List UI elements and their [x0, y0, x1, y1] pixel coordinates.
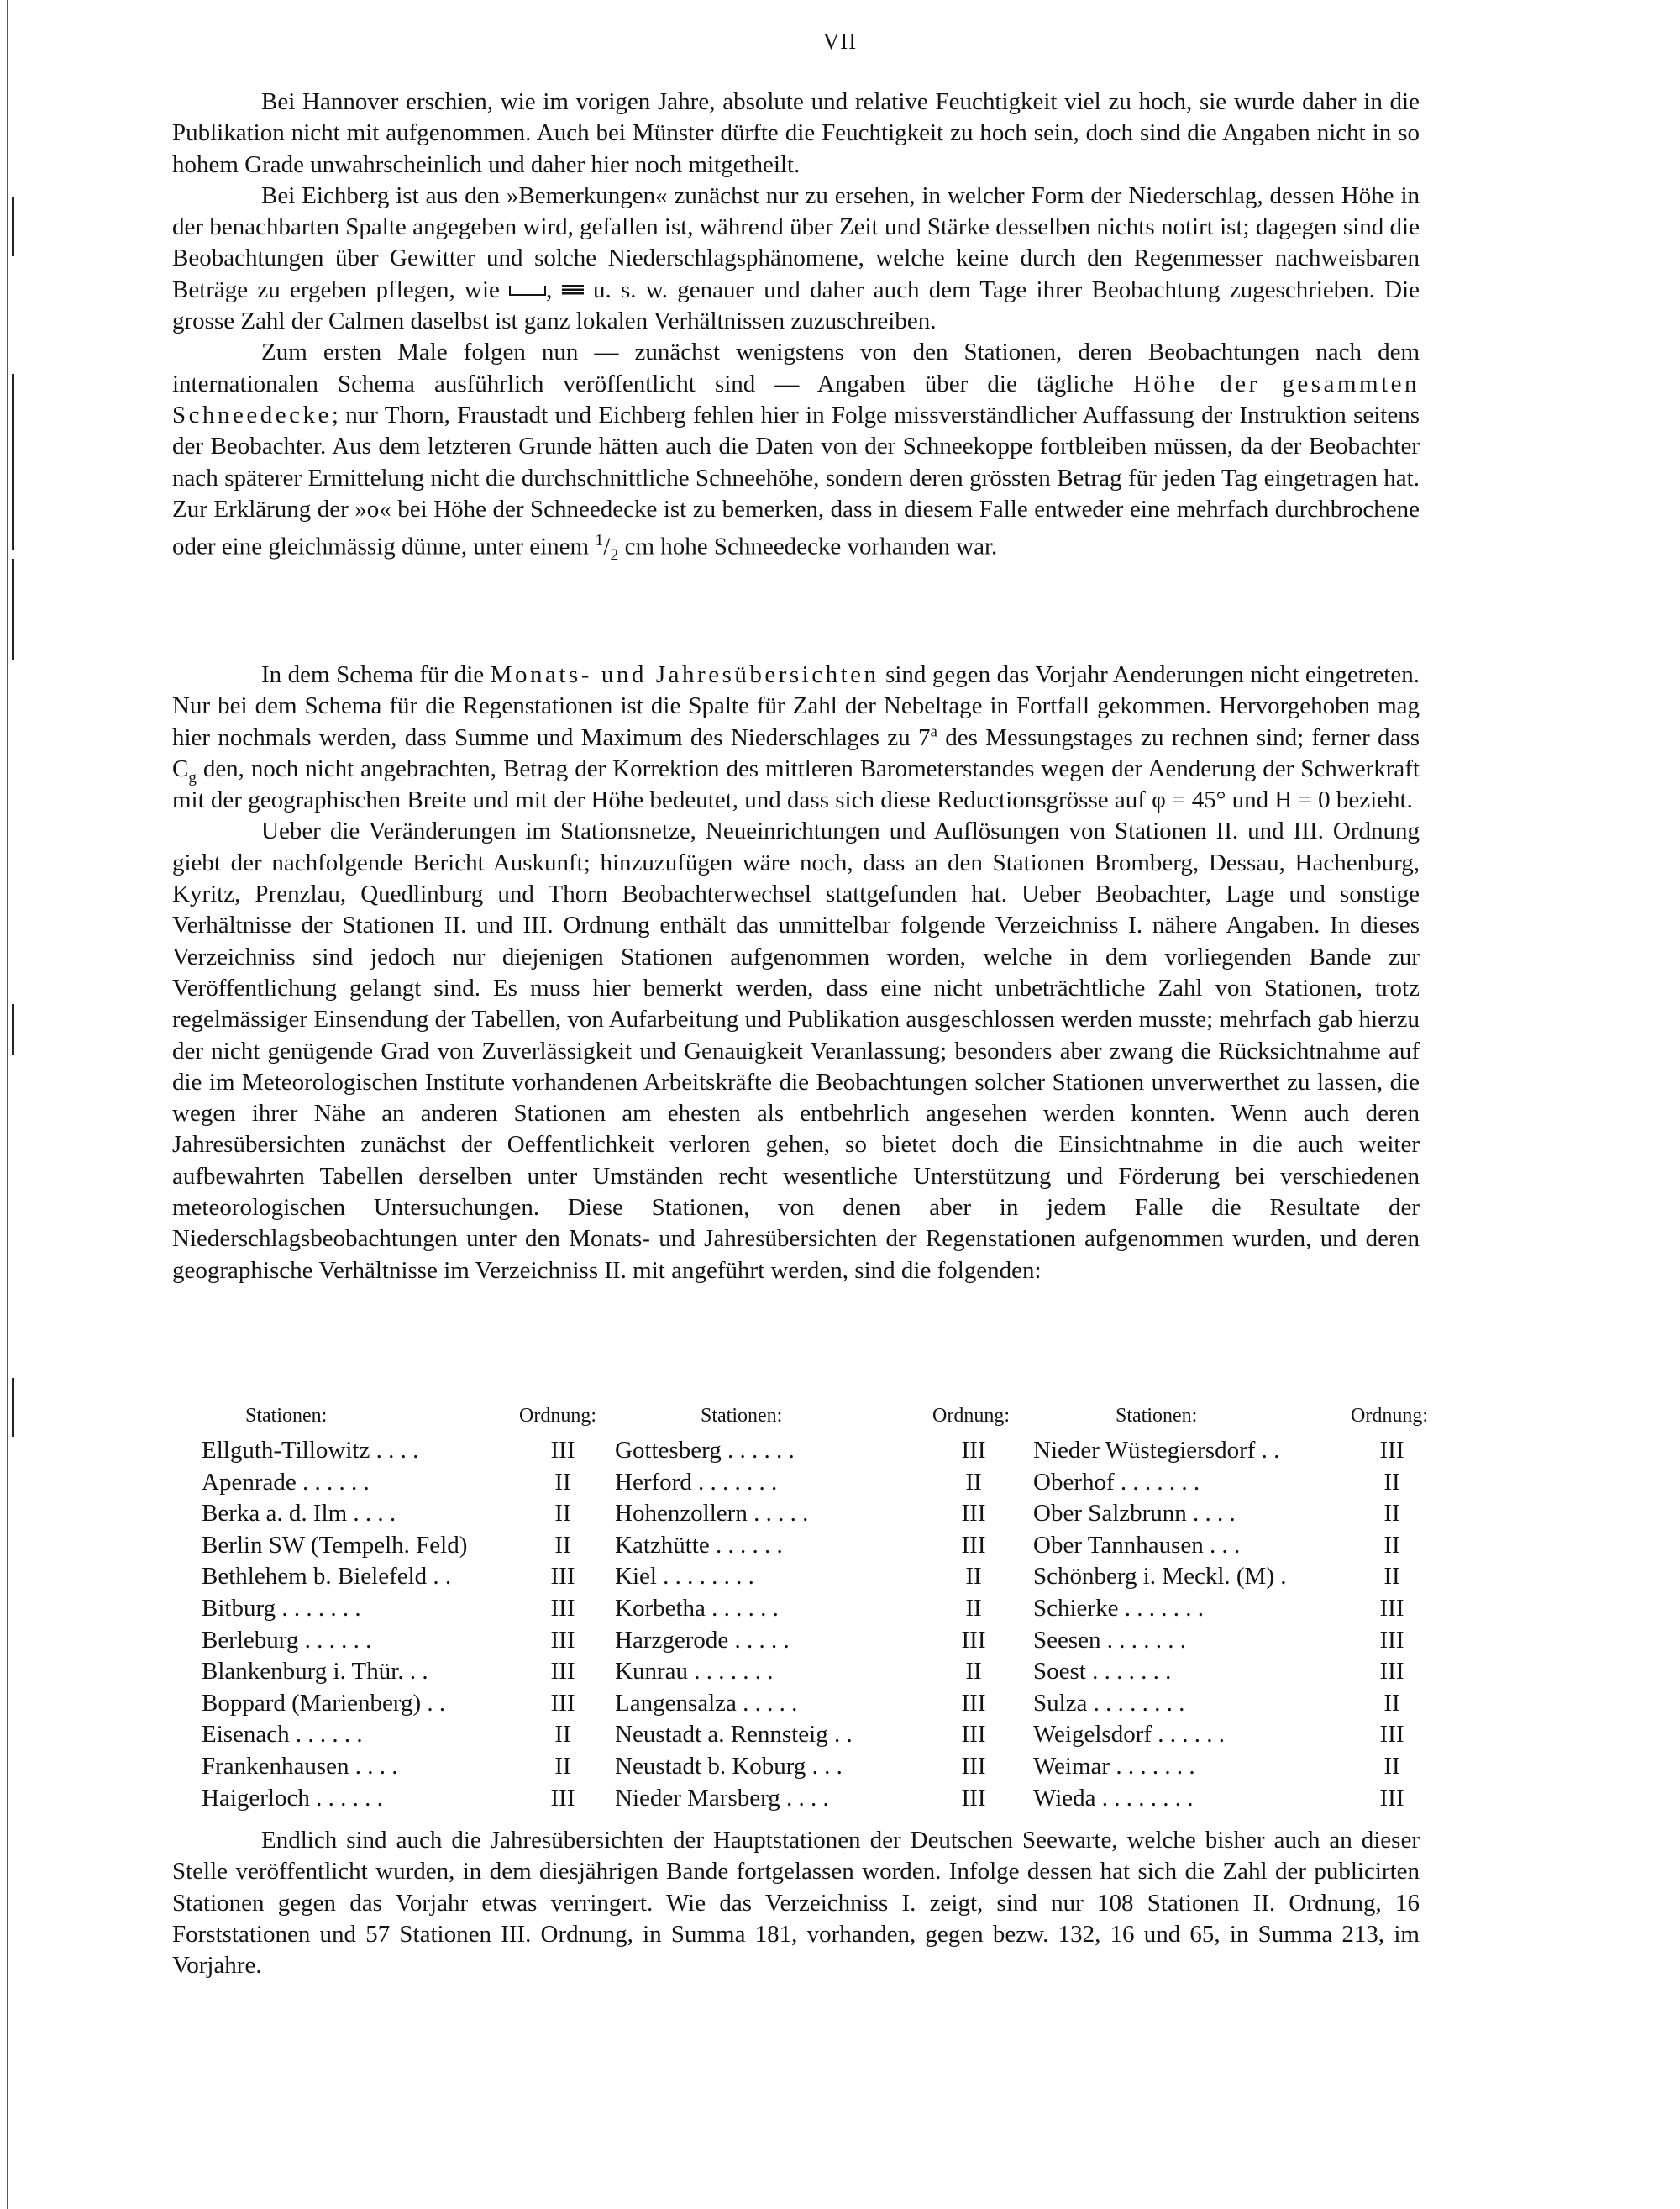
- station-name: Harzgerode . . . . .: [615, 1626, 790, 1654]
- station-name: Gottesberg . . . . . .: [615, 1437, 795, 1464]
- station-name: Oberhof . . . . . . .: [1033, 1468, 1200, 1496]
- table-row: [202, 1530, 596, 1562]
- station-order: III: [1379, 1626, 1404, 1654]
- paragraph-station-network: Ueber die Veränderungen im Stationsnetze, Neueinrichtungen und Auflösungen von Stationen II. und III. Ordnung giebt der nachfolgende Bericht Auskunft; hinzuzufügen wäre noch, dass an den Stationen Bromberg, Dessau, Hachenburg, Kyritz, Prenzlau, Quedlinburg und Thorn Beobachterwechsel stattgefunden hat. Ueber Beobachter, Lage und sonstige Verhältnisse der Stationen II. und III. Ordnung enthält das unmittelbar folgende Verzeichniss I. nähere Angaben. In dieses Verzeichniss sind jedoch nur diejenigen Stationen aufgenommen worden, welche in dem vorliegenden Bande zur Veröffentlichung gelangt sind. Es muss hier bemerkt werden, dass eine nicht unbeträchtliche Zahl von Stationen, trotz regelmässiger Einsendung der Tabellen, von Aufarbeitung und Publikation ausgeschlossen werden musste; mehrfach gab hierzu der nicht genügende Grad von Zuverlässigkeit und Genauigkeit Veranlassung; besonders aber zwang die Rücksichtnahme auf die im Meteorologischen Institute vorhandenen Arbeitskräfte die Beobachtungen solcher Stationen unverwerthet zu lassen, die wegen ihrer Nähe an anderen Stationen am ehesten als entbehrlich angesehen werden konnten. Wenn auch deren Jahresübersichten zunächst der Oeffentlichkeit verloren gehen, so bietet doch die Einsichtnahme in die auch weiter aufbewahrten Tabellen derselben unter Umständen recht wesentliche Unterstützung und Förderung bei verschiedenen meteorologischen Untersuchungen. Diese Stationen, von denen aber in jedem Falle die Resultate der Niederschlagsbeobachtungen unter den Monats- und Jahresübersichten der Regenstationen aufgenommen wurden, und deren geographische Verhältnisse im Verzeichniss II. mit angeführt werden, sind die folgenden:: [172, 818, 1420, 1284]
- paragraph-seewarte: Endlich sind auch die Jahresübersichten der Hauptstationen der Deutschen Seewarte, welche bisher auch an dieser Stelle veröffentlicht wurden, in dem diesjährigen Bande fortgelassen worden. Infolge dessen hat sich die Zahl der publicirten Stationen gegen das Vorjahr etwas verringert. Wie das Verzeichniss I. zeigt, sind nur 108 Stationen II. Ordnung, 16 Forststationen und 57 Stationen III. Ordnung, in Summa 181, vorhanden, gegen bezw. 132, 16 und 65, in Summa 213, im Vorjahre.: [172, 1827, 1420, 1980]
- station-order: III: [550, 1626, 575, 1654]
- station-name: Seesen . . . . . . .: [1033, 1626, 1187, 1654]
- paragraph-hannover: Bei Hannover erschien, wie im vorigen Jahre, absolute und relative Feuchtigkeit viel zu hoch, sie wurde daher in die Publikation nicht mit aufgenommen. Auch bei Münster dürfte die Feuchtigkeit zu hoch sein, doch sind die Angaben nicht in so hohem Grade unwahrscheinlich und daher hier noch mitgetheilt.: [172, 88, 1420, 178]
- fraction-denominator: 2: [610, 545, 619, 565]
- station-name: Wieda . . . . . . . .: [1033, 1784, 1194, 1812]
- table-row: [202, 1656, 596, 1688]
- stations-table: [195, 1405, 1428, 1817]
- header-order: Ordnung:: [1351, 1405, 1428, 1427]
- station-name: Frankenhausen . . . .: [202, 1752, 398, 1780]
- superscript: a: [930, 722, 937, 740]
- station-order: II: [965, 1594, 982, 1622]
- stations-column: [202, 1405, 596, 1814]
- stations-column: [615, 1405, 1010, 1814]
- table-row: [615, 1593, 1010, 1625]
- station-name: Bitburg . . . . . . .: [202, 1594, 361, 1622]
- station-order: II: [554, 1752, 571, 1780]
- paragraph-eichberg: [172, 181, 1420, 337]
- station-name: Neustadt a. Rennsteig . .: [615, 1721, 853, 1749]
- stations-column: [1033, 1405, 1428, 1814]
- scan-margin-mark: [12, 1378, 14, 1437]
- table-row: [202, 1561, 596, 1593]
- station-name: Katzhütte . . . . . .: [615, 1531, 783, 1559]
- station-order: III: [961, 1437, 986, 1464]
- station-order: II: [554, 1721, 571, 1749]
- station-order: III: [1379, 1784, 1404, 1812]
- station-order: II: [965, 1563, 982, 1591]
- table-row: [1033, 1593, 1428, 1625]
- paragraph-text: Zum ersten Male folgen nun — zunächst wenigstens von den Stationen, deren Beobachtungen nach dem internationalen Schema ausführlich veröffentlicht sind — Angaben über die tägliche: [172, 339, 1420, 397]
- station-order: II: [1383, 1563, 1400, 1591]
- table-row: [202, 1688, 596, 1720]
- table-row: [615, 1751, 1010, 1783]
- station-order: III: [550, 1437, 575, 1464]
- table-row: [202, 1719, 596, 1751]
- table-row: [202, 1751, 596, 1783]
- station-name: Neustadt b. Koburg . . .: [615, 1752, 843, 1780]
- station-name: Nieder Wüstegiersdorf . .: [1033, 1437, 1280, 1464]
- punctuation: ,: [546, 276, 553, 303]
- station-order: III: [961, 1689, 986, 1717]
- station-name: Ellguth-Tillowitz . . . .: [202, 1437, 419, 1464]
- table-row: [615, 1625, 1010, 1657]
- header-stations: Stationen:: [701, 1405, 783, 1427]
- station-name: Ober Tannhausen . . .: [1033, 1531, 1241, 1559]
- paragraph-text: den, noch nicht angebrachten, Betrag der Korrektion des mittleren Barometerstandes wegen der Aenderung der Schwerkraft mit der geographischen Breite und mit der Höhe bedeutet, und dass sich diese Reductionsgrösse auf φ = 45° und H = 0 bezieht.: [172, 755, 1420, 814]
- header-stations: Stationen:: [1116, 1405, 1198, 1427]
- station-name: Hohenzollern . . . . .: [615, 1500, 809, 1528]
- station-order: III: [961, 1784, 986, 1812]
- station-order: III: [550, 1658, 575, 1686]
- scan-margin-mark: [12, 374, 14, 550]
- station-order: III: [961, 1500, 986, 1528]
- station-order: III: [1379, 1658, 1404, 1686]
- header-order: Ordnung:: [519, 1405, 596, 1427]
- header-stations: Stationen:: [245, 1405, 328, 1427]
- table-row: [1033, 1783, 1428, 1815]
- station-order: II: [554, 1531, 571, 1559]
- station-order: II: [1383, 1752, 1400, 1780]
- paragraph-schema: [172, 660, 1420, 816]
- header-order: Ordnung:: [932, 1405, 1010, 1427]
- page-number: VII: [822, 29, 858, 54]
- table-row: [1033, 1751, 1428, 1783]
- station-name: Haigerloch . . . . . .: [202, 1784, 383, 1812]
- table-header: [202, 1405, 596, 1435]
- station-order: III: [961, 1531, 986, 1559]
- station-name: Soest . . . . . . .: [1033, 1658, 1172, 1686]
- paragraph-text: des Messungstages zu rechnen sind; ferner dass C: [172, 723, 1420, 782]
- paragraph-text: cm hohe Schneedecke vorhanden war.: [624, 533, 998, 560]
- table-row: [1033, 1688, 1428, 1720]
- station-order: III: [1379, 1721, 1404, 1749]
- table-row: [1033, 1435, 1428, 1467]
- table-row: [202, 1467, 596, 1499]
- station-order: II: [965, 1468, 982, 1496]
- table-row: [615, 1561, 1010, 1593]
- station-order: III: [550, 1784, 575, 1812]
- table-row: [202, 1498, 596, 1530]
- table-row: [202, 1435, 596, 1467]
- table-row: [1033, 1656, 1428, 1688]
- station-order: II: [554, 1500, 571, 1528]
- station-name: Schönberg i. Meckl. (M) .: [1033, 1563, 1287, 1591]
- station-name: Herford . . . . . . .: [615, 1468, 778, 1496]
- table-row: [615, 1719, 1010, 1751]
- station-name: Sulza . . . . . . . .: [1033, 1689, 1185, 1717]
- station-name: Blankenburg i. Thür. . .: [202, 1658, 428, 1686]
- subscript: g: [188, 768, 197, 786]
- spaced-emphasis: Monats- und Jahresübersichten: [490, 661, 879, 688]
- station-name: Korbetha . . . . . .: [615, 1594, 779, 1622]
- station-order: III: [1379, 1437, 1404, 1464]
- station-order: III: [961, 1721, 986, 1749]
- station-name: Boppard (Marienberg) . .: [202, 1689, 446, 1717]
- table-header: [1033, 1405, 1428, 1435]
- station-order: III: [550, 1689, 575, 1717]
- section-schema-stations: [172, 660, 1420, 1286]
- table-row: [1033, 1719, 1428, 1751]
- station-order: III: [550, 1563, 575, 1591]
- station-order: II: [1383, 1468, 1400, 1496]
- table-row: [202, 1625, 596, 1657]
- station-name: Langensalza . . . . .: [615, 1689, 798, 1717]
- table-row: [1033, 1530, 1428, 1562]
- paragraph-text: ; nur Thorn, Fraustadt und Eichberg fehlen hier in Folge missverständlicher Auffassung der Instruktion seitens der Beobachter. Aus dem letzteren Grunde hätten auch die Daten von der Schneekoppe fortbleiben müssen, da der Beobachter nach späterer Ermittelung nicht die durchschnittliche Schneehöhe, sondern deren grössten Betrag für jeden Tag eingetragen hat. Zur Erklärung der »o« bei Höhe der Schneedecke ist zu bemerken, dass in diesem Falle entweder eine mehrfach durchbrochene oder eine gleichmässig dünne, unter einem: [172, 401, 1420, 560]
- section-conclusion: [172, 1825, 1420, 1981]
- table-row: [1033, 1467, 1428, 1499]
- thunder-symbol-icon: [509, 286, 546, 296]
- station-name: Nieder Marsberg . . . .: [615, 1784, 829, 1812]
- spaced-emphasis: Höhe der gesammten Schneedecke: [172, 370, 1420, 429]
- table-row: [615, 1498, 1010, 1530]
- station-name: Kiel . . . . . . . .: [615, 1563, 754, 1591]
- table-row: [615, 1688, 1010, 1720]
- table-row: [202, 1593, 596, 1625]
- table-row: [615, 1467, 1010, 1499]
- station-name: Apenrade . . . . . .: [202, 1468, 370, 1496]
- scan-margin-mark: [12, 197, 14, 256]
- station-order: III: [961, 1626, 986, 1654]
- section-humidity-snow: [172, 87, 1420, 571]
- fog-symbol-icon: [562, 285, 584, 295]
- paragraph-text: In dem Schema für die: [261, 661, 485, 688]
- station-name: Eisenach . . . . . .: [202, 1721, 363, 1749]
- station-name: Berka a. d. Ilm . . . .: [202, 1500, 396, 1528]
- scan-binding-edge: [7, 0, 12, 2209]
- station-order: II: [965, 1658, 982, 1686]
- table-row: [615, 1783, 1010, 1815]
- station-name: Berlin SW (Tempelh. Feld): [202, 1531, 468, 1559]
- table-row: [1033, 1561, 1428, 1593]
- station-name: Schierke . . . . . . .: [1033, 1594, 1204, 1622]
- table-row: [615, 1530, 1010, 1562]
- scan-margin-mark: [12, 1004, 14, 1055]
- paragraph-text: sind gegen das Vorjahr Aenderungen nicht eingetreten. Nur bei dem Schema für die Regenstationen ist die Spalte für Zahl der Nebeltage in Fortfall gekommen. Hervorgehoben mag hier nochmals werden, dass Summe und Maximum des Niederschlages zu 7: [172, 661, 1420, 751]
- station-order: III: [1379, 1594, 1404, 1622]
- station-name: Berleburg . . . . . .: [202, 1626, 372, 1654]
- fraction-numerator: 1: [595, 531, 604, 550]
- station-order: III: [550, 1594, 575, 1622]
- station-name: Bethlehem b. Bielefeld . .: [202, 1563, 452, 1591]
- station-order: II: [1383, 1689, 1400, 1717]
- scan-margin-mark: [12, 559, 14, 660]
- table-row: [1033, 1498, 1428, 1530]
- station-order: III: [961, 1752, 986, 1780]
- station-order: II: [554, 1468, 571, 1496]
- station-name: Weimar . . . . . . .: [1033, 1752, 1195, 1780]
- station-name: Kunrau . . . . . . .: [615, 1658, 774, 1686]
- table-header: [615, 1405, 1010, 1435]
- station-order: II: [1383, 1500, 1400, 1528]
- paragraph-text: Bei Eichberg ist aus den »Bemerkungen« zunächst nur zu ersehen, in welcher Form der Niederschlag, dessen Höhe in der benachbarten Spalte angegeben wird, gefallen ist, während über Zeit und Stärke desselben nichts notirt ist; dagegen sind die Beobachtungen über Gewitter und solche Niederschlagsphänomene, welche keine durch den Regenmesser nachweisbaren Beträge zu ergeben pflegen, wie: [172, 181, 1420, 303]
- station-name: Ober Salzbrunn . . . .: [1033, 1500, 1236, 1528]
- table-row: [615, 1656, 1010, 1688]
- table-row: [202, 1783, 596, 1815]
- station-order: II: [1383, 1531, 1400, 1559]
- paragraph-snow-cover: Zum ersten Male folgen nun — zunächst wenigstens von den Stationen, deren Beobachtungen nach dem internationalen Schema ausführlich veröffentlicht sind — Angaben über die tägliche Höhe der gesammten Schneedecke; nur Thorn, Fraustadt und Eichberg fehlen hier in Folge missverständlicher Auffassung der Instruktion seitens der Beobachter. Aus dem letzteren Grunde hätten auch die Daten von der Schneekoppe fortbleiben müssen, da der Beobachter nach späterer Ermittelung nicht die durchschnittliche Schneehöhe, sondern deren grössten Betrag für jeden Tag eingetragen hat. Zur Erklärung der »o« bei Höhe der Schneedecke ist zu bemerken, dass in diesem Falle entweder eine mehrfach durchbrochene oder eine gleichmässig dünne, unter einem $^1/_2$ cm hohe Schneedecke vorhanden war.: [172, 339, 1420, 565]
- station-name: Weigelsdorf . . . . . .: [1033, 1721, 1226, 1749]
- paragraph-text: u. s. w. genauer und daher auch dem Tage ihrer Beobachtung zugeschrieben. Die grosse Zahl der Calmen daselbst ist ganz lokalen Verhältnissen zuzuschreiben.: [172, 276, 1420, 335]
- table-row: [1033, 1625, 1428, 1657]
- table-row: [615, 1435, 1010, 1467]
